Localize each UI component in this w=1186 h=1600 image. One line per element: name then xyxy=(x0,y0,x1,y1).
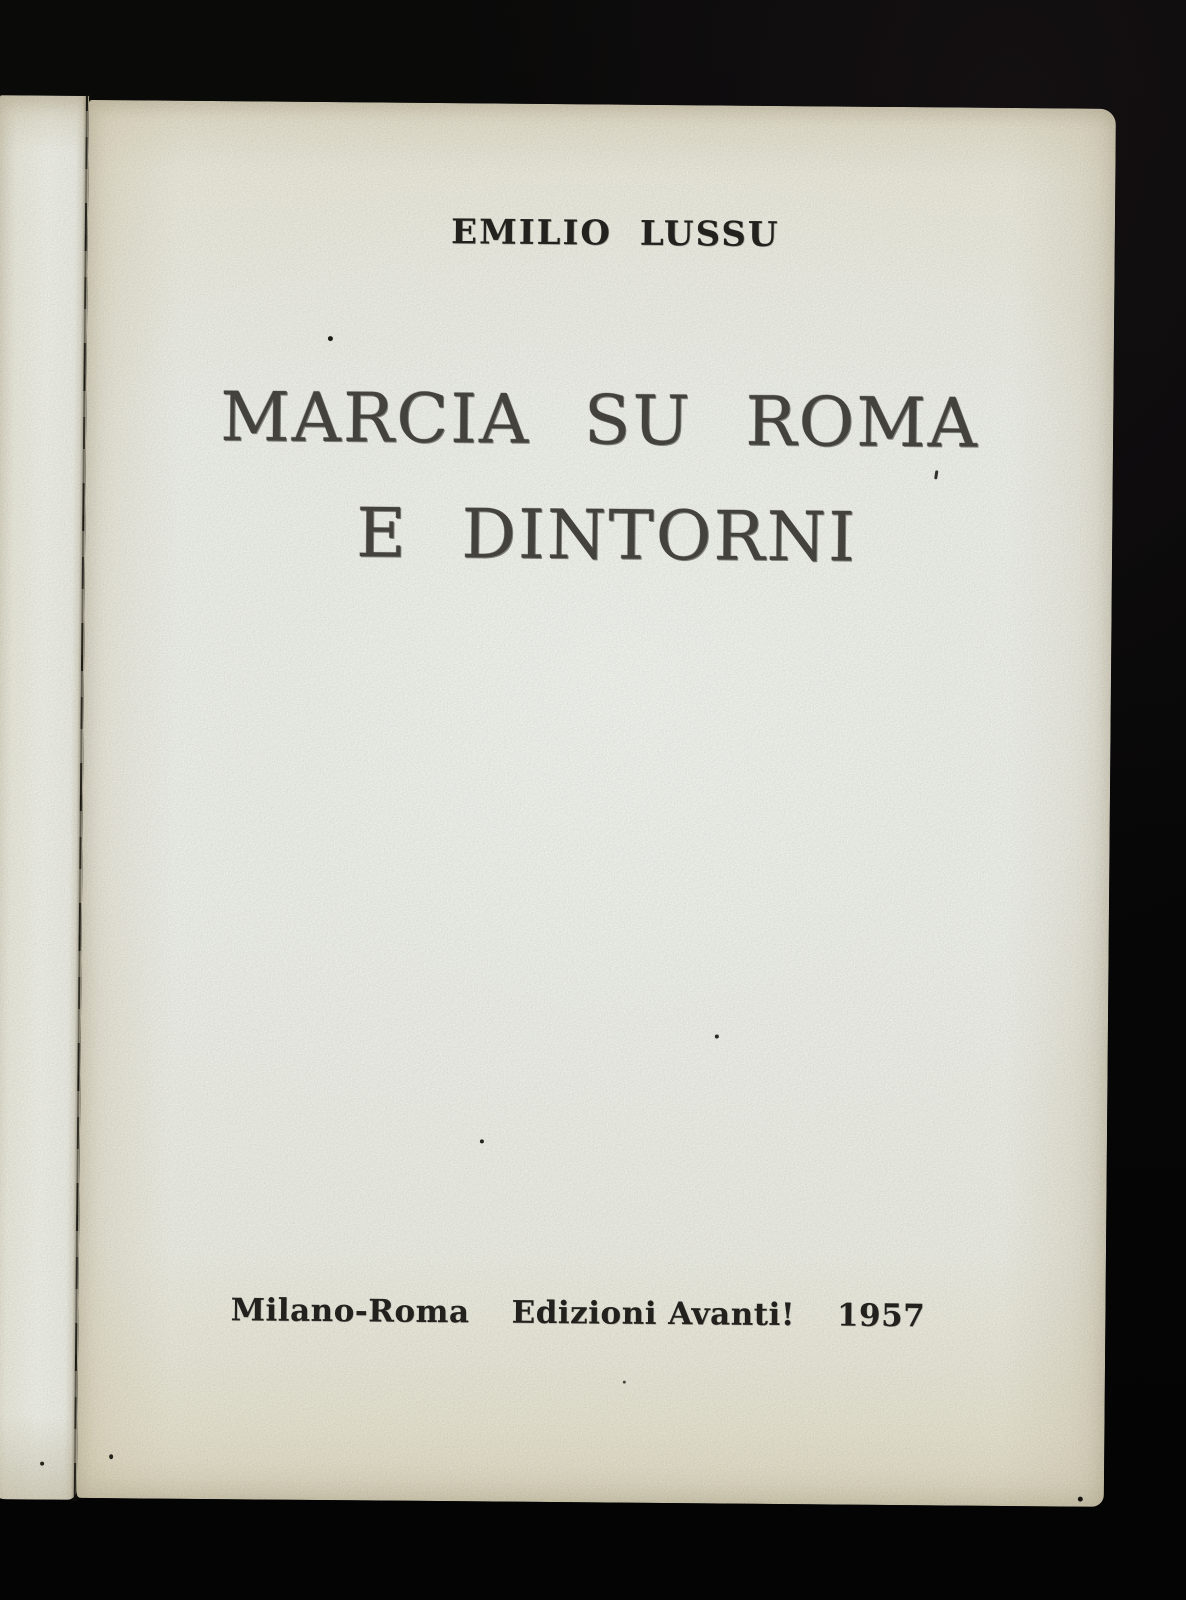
imprint-place: Milano-Roma xyxy=(230,1292,470,1331)
paper-speck xyxy=(40,1462,44,1466)
imprint-publisher: Edizioni Avanti! xyxy=(511,1294,796,1334)
book-title-line2: E DINTORNI xyxy=(355,494,858,578)
title-page xyxy=(77,100,1116,1507)
imprint-line xyxy=(64,1294,1091,1334)
paper-speck xyxy=(328,336,333,341)
book-title-line1: MARCIA SU ROMA xyxy=(220,378,980,464)
paper-speck xyxy=(109,1454,113,1459)
book-title xyxy=(85,359,1114,598)
paper-speck xyxy=(480,1139,484,1143)
paper-speck xyxy=(1078,1497,1083,1502)
author-name: EMILIO LUSSU xyxy=(450,212,780,255)
imprint-year: 1957 xyxy=(836,1297,926,1335)
paper-speck xyxy=(715,1034,719,1038)
paper-speck xyxy=(623,1381,626,1384)
